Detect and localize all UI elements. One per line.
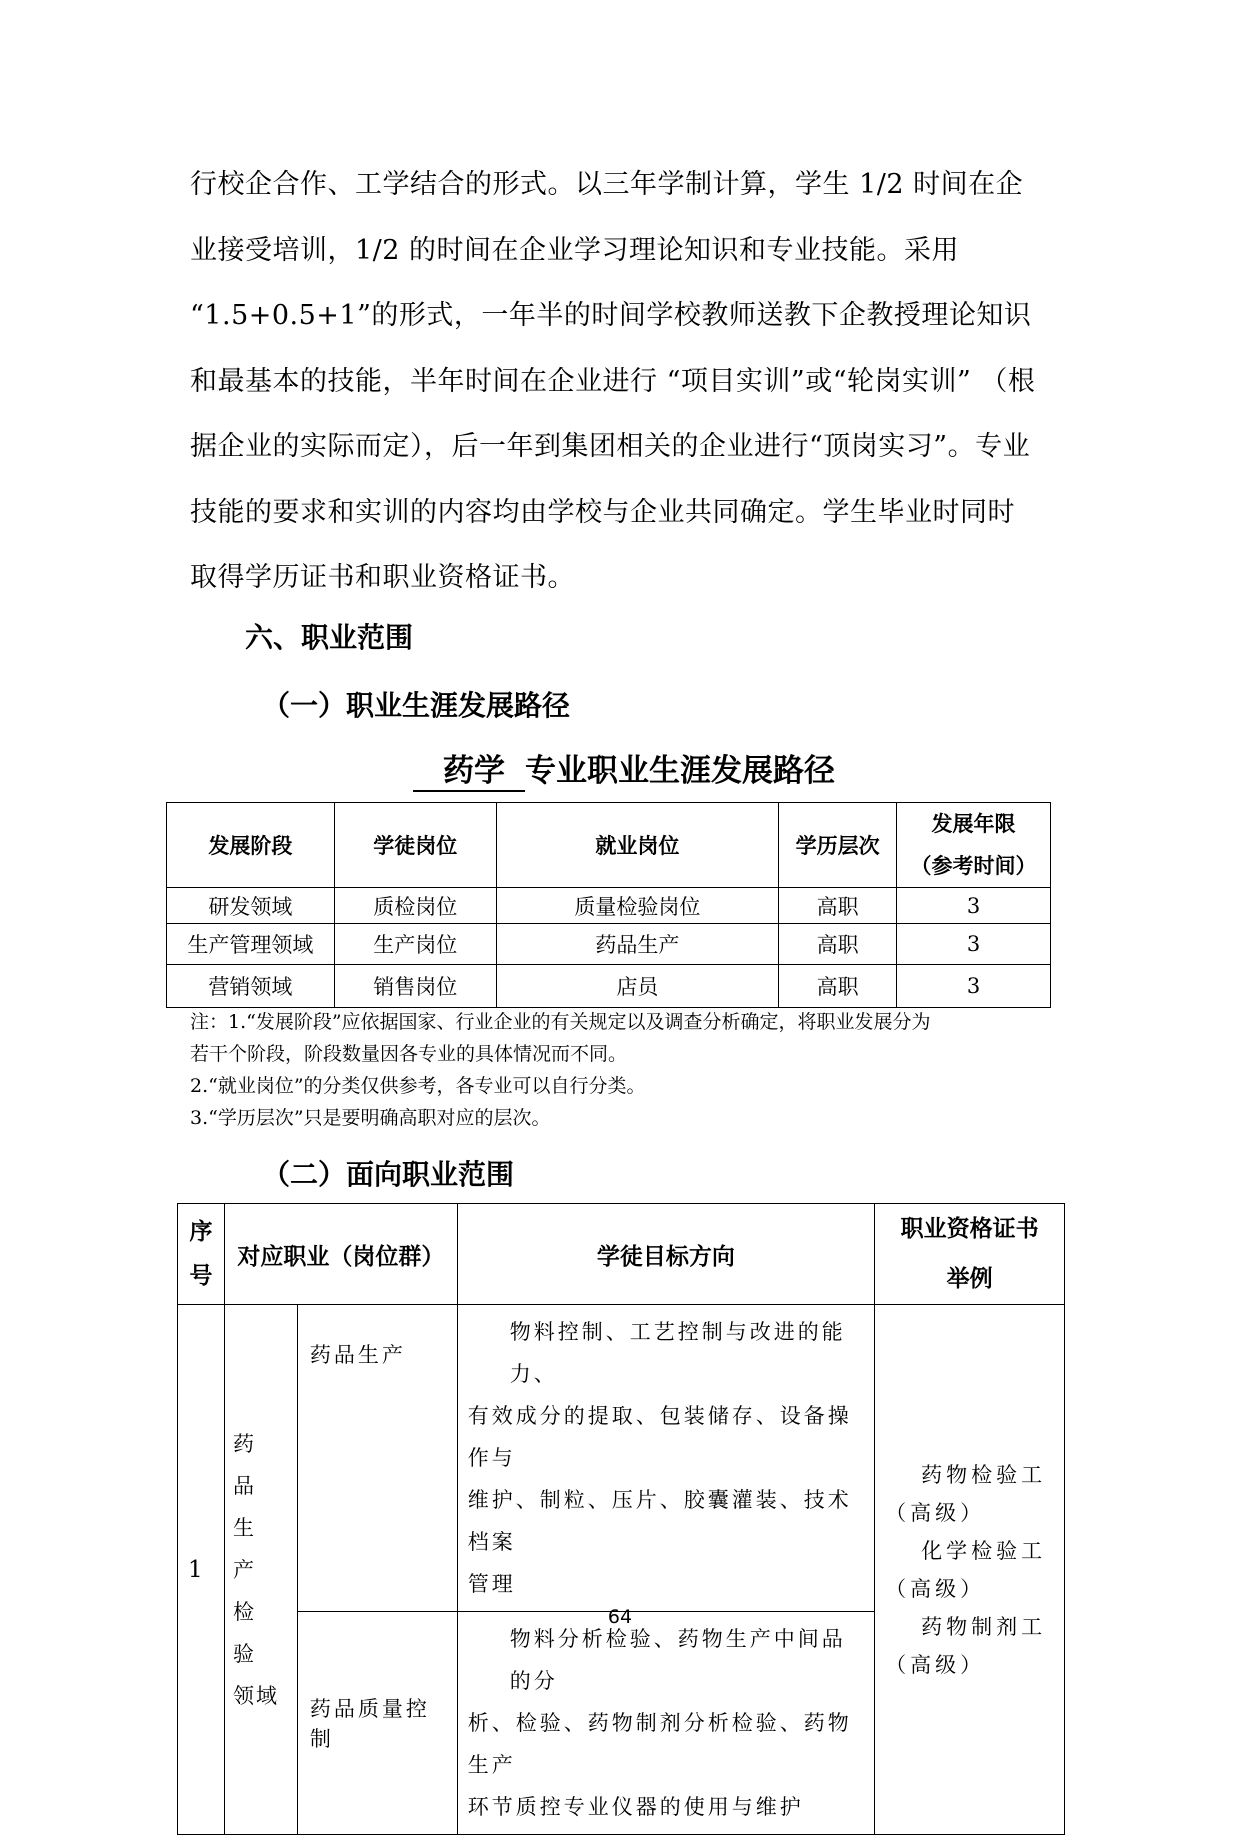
header-index-line1: 序 [189,1219,213,1245]
paragraph-line: 技能的要求和实训的内容均由学校与企业共同确定。学生毕业时同时 [190,496,1015,528]
direction-cell [457,1612,874,1835]
header-index-line2: 号 [189,1263,213,1289]
header-education-level: 学历层次 [779,803,897,888]
direction-line: 有效成分的提取、包装储存、设备操作与 [467,1404,852,1470]
table-title [413,745,835,792]
paragraph-line: 据企业的实际而定），后一年到集团相关的企业进行“顶岗实习”。专业 [190,431,1031,462]
certificate-cell [875,1305,1065,1835]
cell: 3 [897,888,1051,924]
header-apprentice-post: 学徒岗位 [334,803,496,888]
direction-line: 析、检验、药物制剂分析检验、药物生产 [467,1711,852,1777]
direction-line: 环节质控专业仪器的使用与维护 [467,1795,804,1819]
header-direction: 学徒目标方向 [457,1204,874,1305]
field-line: 领域 [232,1683,279,1708]
table-notes [190,1006,931,1134]
cell: 营销领域 [167,965,335,1008]
paragraph-line: 行校企合作、工学结合的形式。以三年学制计算，学生 1/2 时间在企 [190,169,1024,200]
paragraph-line: 取得学历证书和职业资格证书。 [190,562,575,593]
header-years-line2: （参考时间） [910,854,1037,878]
certificate-line: （高级） [885,1652,986,1677]
paragraph-line: 和最基本的技能，半年时间在企业进行 “项目实训”或“轮岗实训” （根 [190,365,1036,397]
direction-line: 物料控制、工艺控制与改进的能力、 [509,1320,846,1386]
subsection-heading-occupation-scope: （二）面向职业范围 [262,1158,515,1191]
row-index: 1 [178,1305,225,1835]
field-line: 药 品 [232,1431,264,1498]
certificate-line: （高级） [885,1576,986,1601]
note-line: 3.“学历层次”只是要明确高职对应的层次。 [190,1107,551,1129]
direction-line: 管理 [467,1572,516,1596]
header-occupation: 对应职业（岗位群） [224,1204,457,1305]
certificate-line: 化学检验工 [921,1538,1047,1563]
cell: 高职 [779,888,897,924]
cell: 高职 [779,965,897,1008]
header-stage: 发展阶段 [167,803,335,888]
cell: 3 [897,924,1051,965]
table-title-rest: 专业职业生涯发展路径 [525,753,835,789]
cell: 质检岗位 [334,888,496,924]
header-years [897,803,1051,888]
note-line: 注：1.“发展阶段”应依据国家、行业企业的有关规定以及调查分析确定，将职业发展分为 [190,1011,931,1033]
direction-line: 物料分析检验、药物生产中间品的分 [509,1627,846,1693]
cell: 高职 [779,924,897,965]
note-line: 若干个阶段，阶段数量因各专业的具体情况而不同。 [190,1043,628,1065]
direction-line: 维护、制粒、压片、胶囊灌装、技术档案 [467,1488,852,1554]
table-row [167,888,1051,924]
direction-cell [457,1305,874,1612]
header-index [178,1204,225,1305]
field-line: 检 验 [232,1599,264,1666]
table-row [178,1305,1065,1612]
cell: 店员 [496,965,779,1008]
field-cell [224,1305,297,1835]
body-paragraph [190,152,1060,611]
job-cell: 药品生产 [297,1305,457,1612]
table-row [167,965,1051,1008]
career-path-table [166,802,1051,1008]
subsection-heading-career-path: （一）职业生涯发展路径 [262,689,571,722]
table-row [167,924,1051,965]
cell: 销售岗位 [334,965,496,1008]
job-cell: 药品质量控制 [297,1612,457,1835]
header-certificate-line1: 职业资格证书 [900,1216,1039,1242]
paragraph-line: 业接受培训，1/2 的时间在企业学习理论知识和专业技能。采用 [190,234,960,266]
certificate-line: （高级） [885,1500,986,1525]
cell: 生产岗位 [334,924,496,965]
note-line: 2.“就业岗位”的分类仅供参考，各专业可以自行分类。 [190,1075,646,1097]
certificate-line: 药物检验工 [921,1462,1047,1487]
cell: 研发领域 [167,888,335,924]
table-title-major: 药学 [413,745,525,792]
header-certificate-line2: 举例 [946,1266,993,1292]
page-number: 64 [607,1606,633,1628]
cell: 3 [897,965,1051,1008]
header-employment-post: 就业岗位 [496,803,779,888]
header-certificate [875,1204,1065,1305]
cell: 质量检验岗位 [496,888,779,924]
occupation-scope-table [177,1203,1065,1835]
field-line: 生 产 [232,1515,264,1582]
cell: 生产管理领域 [167,924,335,965]
section-heading: 六、职业范围 [245,621,414,654]
cell: 药品生产 [496,924,779,965]
paragraph-line: “1.5+0.5+1”的形式，一年半的时间学校教师送教下企教授理论知识 [190,300,1032,331]
header-years-line1: 发展年限 [931,812,1016,836]
certificate-line: 药物制剂工 [921,1614,1047,1639]
